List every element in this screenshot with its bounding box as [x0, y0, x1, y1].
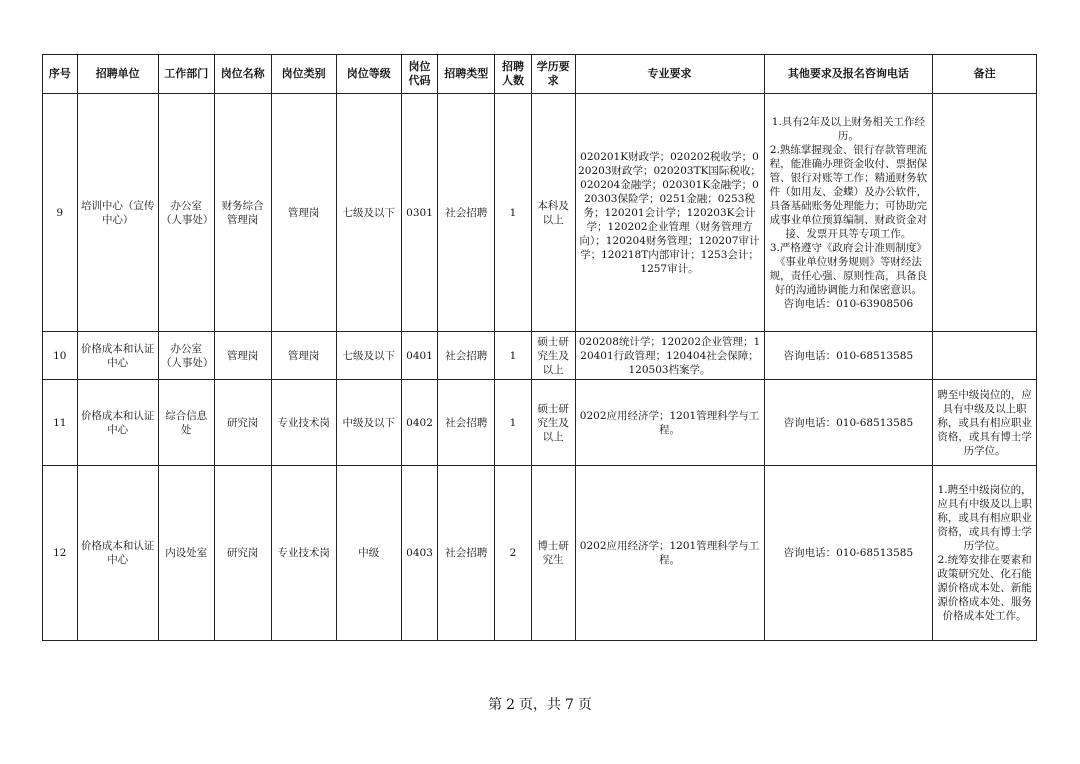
cell-education: 硕士研究生及以上	[531, 332, 575, 380]
cell-no: 9	[43, 94, 78, 332]
cell-post: 管理岗	[214, 332, 271, 380]
header-cell-category: 岗位类别	[271, 55, 336, 94]
cell-level: 中级及以下	[336, 380, 401, 466]
header-cell-level: 岗位等级	[336, 55, 401, 94]
header-cell-remark: 备注	[933, 55, 1037, 94]
cell-count: 1	[495, 380, 532, 466]
cell-education: 本科及以上	[531, 94, 575, 332]
cell-level: 七级及以下	[336, 94, 401, 332]
cell-post: 财务综合管理岗	[214, 94, 271, 332]
footer-page-number: 2	[506, 697, 515, 713]
cell-no: 10	[43, 332, 78, 380]
cell-remark: 聘至中级岗位的，应具有中级及以上职称，或具有相应职业资格，或具有博士学历学位。	[933, 380, 1037, 466]
header-cell-no: 序号	[43, 55, 78, 94]
cell-level: 七级及以下	[336, 332, 401, 380]
cell-unit: 价格成本和认证中心	[77, 466, 158, 641]
cell-category: 专业技术岗	[271, 380, 336, 466]
cell-dept: 综合信息处	[158, 380, 214, 466]
header-cell-code: 岗位代码	[401, 55, 438, 94]
footer-total-pages: 7	[565, 697, 574, 713]
cell-other: 1.具有2年及以上财务相关工作经历。 2.熟练掌握现金、银行存款管理流程，能准确办理资金收付、票据保管、银行对账等工作；精通财务软件（如用友、金蝶）及办公软件，具备基础账务处理能力；可协助完成事业单位预算编制、财政资金对接、发票开具等专项工作。 3.严格遵守《政府会计准则制度》《事业单位财务规则》等财经法规，责任心强、原则性高，具备良好的沟通协调能力和保密意识。 咨询电话：010-63908506	[764, 94, 933, 332]
cell-unit: 价格成本和认证中心	[77, 332, 158, 380]
cell-post: 研究岗	[214, 380, 271, 466]
cell-count: 1	[495, 94, 532, 332]
cell-count: 1	[495, 332, 532, 380]
cell-dept: 办公室（人事处）	[158, 94, 214, 332]
cell-type: 社会招聘	[438, 332, 495, 380]
cell-category: 管理岗	[271, 94, 336, 332]
cell-type: 社会招聘	[438, 380, 495, 466]
cell-education: 硕士研究生及以上	[531, 380, 575, 466]
cell-no: 12	[43, 466, 78, 641]
cell-remark: 1.聘至中级岗位的，应具有中级及以上职称，或具有相应职业资格，或具有博士学历学位。 2.统筹安排在要素和政策研究处、化石能源价格成本处、新能源价格成本处、服务价格成本处工作。	[933, 466, 1037, 641]
cell-category: 管理岗	[271, 332, 336, 380]
header-row	[43, 55, 1037, 94]
cell-unit: 培训中心（宣传中心）	[77, 94, 158, 332]
header-cell-count: 招聘人数	[495, 55, 532, 94]
cell-post: 研究岗	[214, 466, 271, 641]
recruitment-table	[42, 54, 1037, 641]
cell-code: 0402	[401, 380, 438, 466]
cell-remark	[933, 332, 1037, 380]
cell-type: 社会招聘	[438, 94, 495, 332]
header-cell-post: 岗位名称	[214, 55, 271, 94]
cell-major: 020201K财政学；020202税收学；020203财政学；020203TK国际税收；020204金融学；020301K金融学；020303保险学；0251金融；0253税务；120201会计学；120203K会计学；120202企业管理（财务管理方向）；120204财务管理；120207审计学；120218T内部审计；1253会计；1257审计。	[575, 94, 764, 332]
cell-code: 0301	[401, 94, 438, 332]
cell-major: 0202应用经济学；1201管理科学与工程。	[575, 380, 764, 466]
cell-education: 博士研究生	[531, 466, 575, 641]
footer-suffix: 页	[577, 697, 592, 713]
cell-category: 专业技术岗	[271, 466, 336, 641]
cell-code: 0403	[401, 466, 438, 641]
footer-prefix: 第	[488, 697, 503, 713]
cell-code: 0401	[401, 332, 438, 380]
table-row	[43, 94, 1037, 332]
cell-other: 咨询电话：010-68513585	[764, 332, 933, 380]
cell-major: 020208统计学；120202企业管理；120401行政管理；120404社会保障；120503档案学。	[575, 332, 764, 380]
header-cell-major: 专业要求	[575, 55, 764, 94]
cell-remark	[933, 94, 1037, 332]
cell-dept: 内设处室	[158, 466, 214, 641]
cell-level: 中级	[336, 466, 401, 641]
header-cell-type: 招聘类型	[438, 55, 495, 94]
header-cell-other: 其他要求及报名咨询电话	[764, 55, 933, 94]
cell-dept: 办公室（人事处）	[158, 332, 214, 380]
table-row	[43, 332, 1037, 380]
footer-mid: 页，共	[519, 697, 561, 713]
cell-other: 咨询电话：010-68513585	[764, 466, 933, 641]
cell-unit: 价格成本和认证中心	[77, 380, 158, 466]
header-cell-dept: 工作部门	[158, 55, 214, 94]
cell-other: 咨询电话：010-68513585	[764, 380, 933, 466]
cell-type: 社会招聘	[438, 466, 495, 641]
table-row	[43, 380, 1037, 466]
header-cell-education: 学历要求	[531, 55, 575, 94]
cell-no: 11	[43, 380, 78, 466]
page-footer	[0, 694, 1080, 714]
header-cell-unit: 招聘单位	[77, 55, 158, 94]
cell-major: 0202应用经济学；1201管理科学与工程。	[575, 466, 764, 641]
cell-count: 2	[495, 466, 532, 641]
table-row	[43, 466, 1037, 641]
